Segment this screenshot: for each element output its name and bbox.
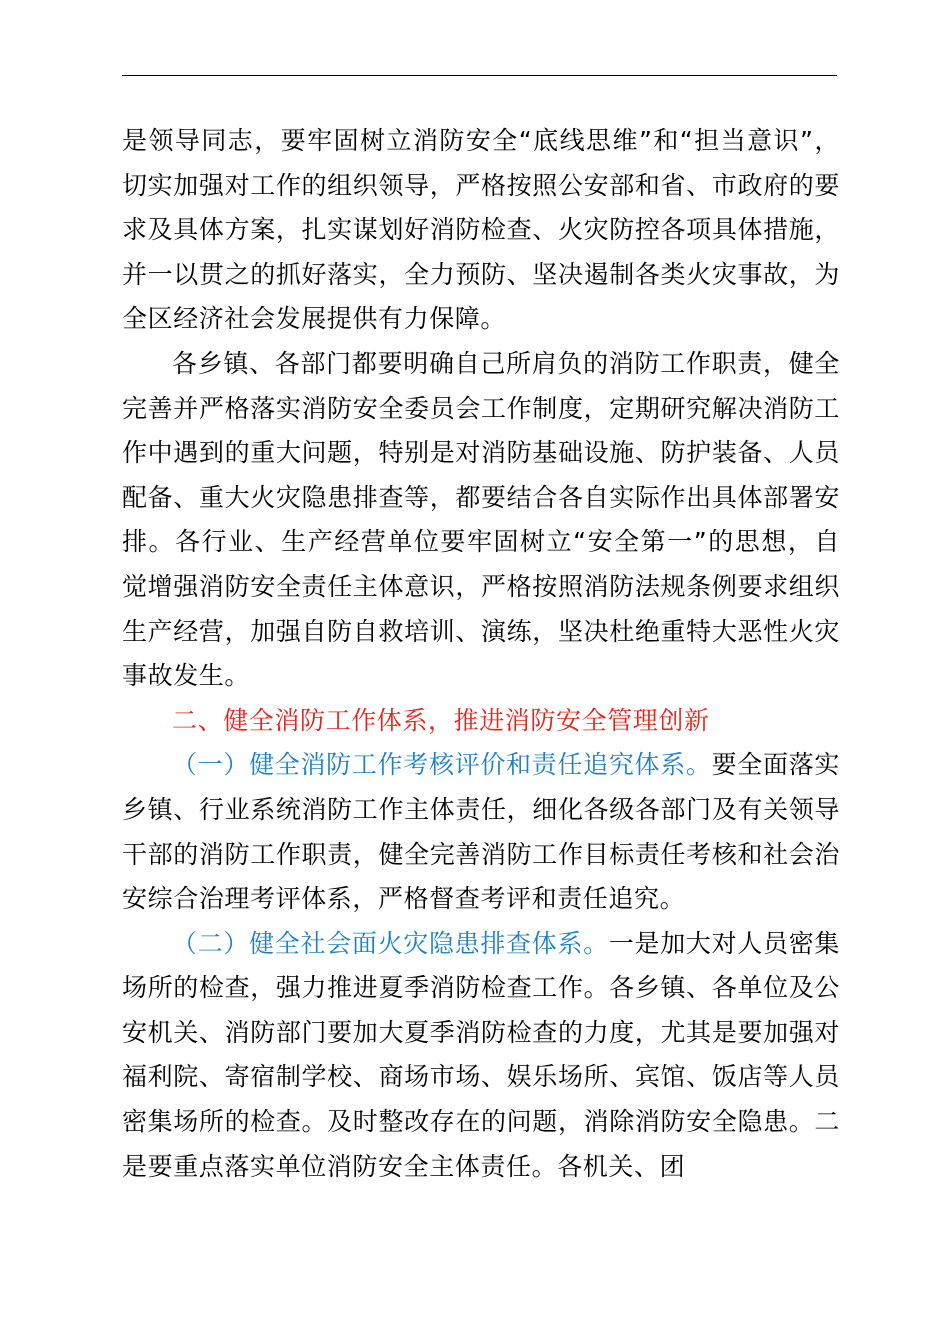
document-body — [122, 119, 840, 1189]
paragraph-assessment-system — [122, 743, 840, 921]
paragraph-responsibilities: 各乡镇、各部门都要明确自己所肩负的消防工作职责，健全完善并严格落实消防安全委员会工作制度，定期研究解决消防工作中遇到的重大问题，特别是对消防基础设施、防护装备、人员配备、重大火灾隐患排查等，都要结合各自实际作出具体部署安排。各行业、生产经营单位要牢固树立“安全第一”的思想，自觉增强消防安全责任主体意识，严格按照消防法规条例要求组织生产经营，加强自防自救培训、演练，坚决杜绝重特大恶性火灾事故发生。 — [122, 348, 840, 691]
paragraph-hazard-text: 一是加大对人员密集场所的检查，强力推进夏季消防检查工作。各乡镇、各单位及公安机关、消防部门要加大夏季消防检查的力度，尤其是要加强对福利院、寄宿制学校、商场市场、娱乐场所、宾馆、饭店等人员密集场所的检查。及时整改存在的问题，消除消防安全隐患。二是要重点落实单位消防安全主体责任。各机关、团 — [122, 928, 840, 1181]
paragraph-continuation: 是领导同志，要牢固树立消防安全“底线思维”和“担当意识”，切实加强对工作的组织领导，严格按照公安部和省、市政府的要求及具体方案，扎实谋划好消防检查、火灾防控各项具体措施，并一以贯之的抓好落实，全力预防、坚决遏制各类火灾事故，为全区经济社会发展提供有力保障。 — [122, 126, 840, 334]
header-rule — [122, 75, 837, 76]
subheading-assessment: （一）健全消防工作考核评价和责任追究体系。 — [172, 750, 712, 780]
paragraph-assessment-text: 要全面落实乡镇、行业系统消防工作主体责任，细化各级各部门及有关领导干部的消防工作职责，健全完善消防工作目标责任考核和社会治安综合治理考评体系，严格督查考评和责任追究。 — [122, 750, 840, 914]
paragraph-hazard-inspection — [122, 922, 840, 1190]
section-heading: 二、健全消防工作体系，推进消防安全管理创新 — [172, 705, 710, 735]
subheading-hazard: （二）健全社会面火灾隐患排查体系。 — [172, 928, 609, 958]
